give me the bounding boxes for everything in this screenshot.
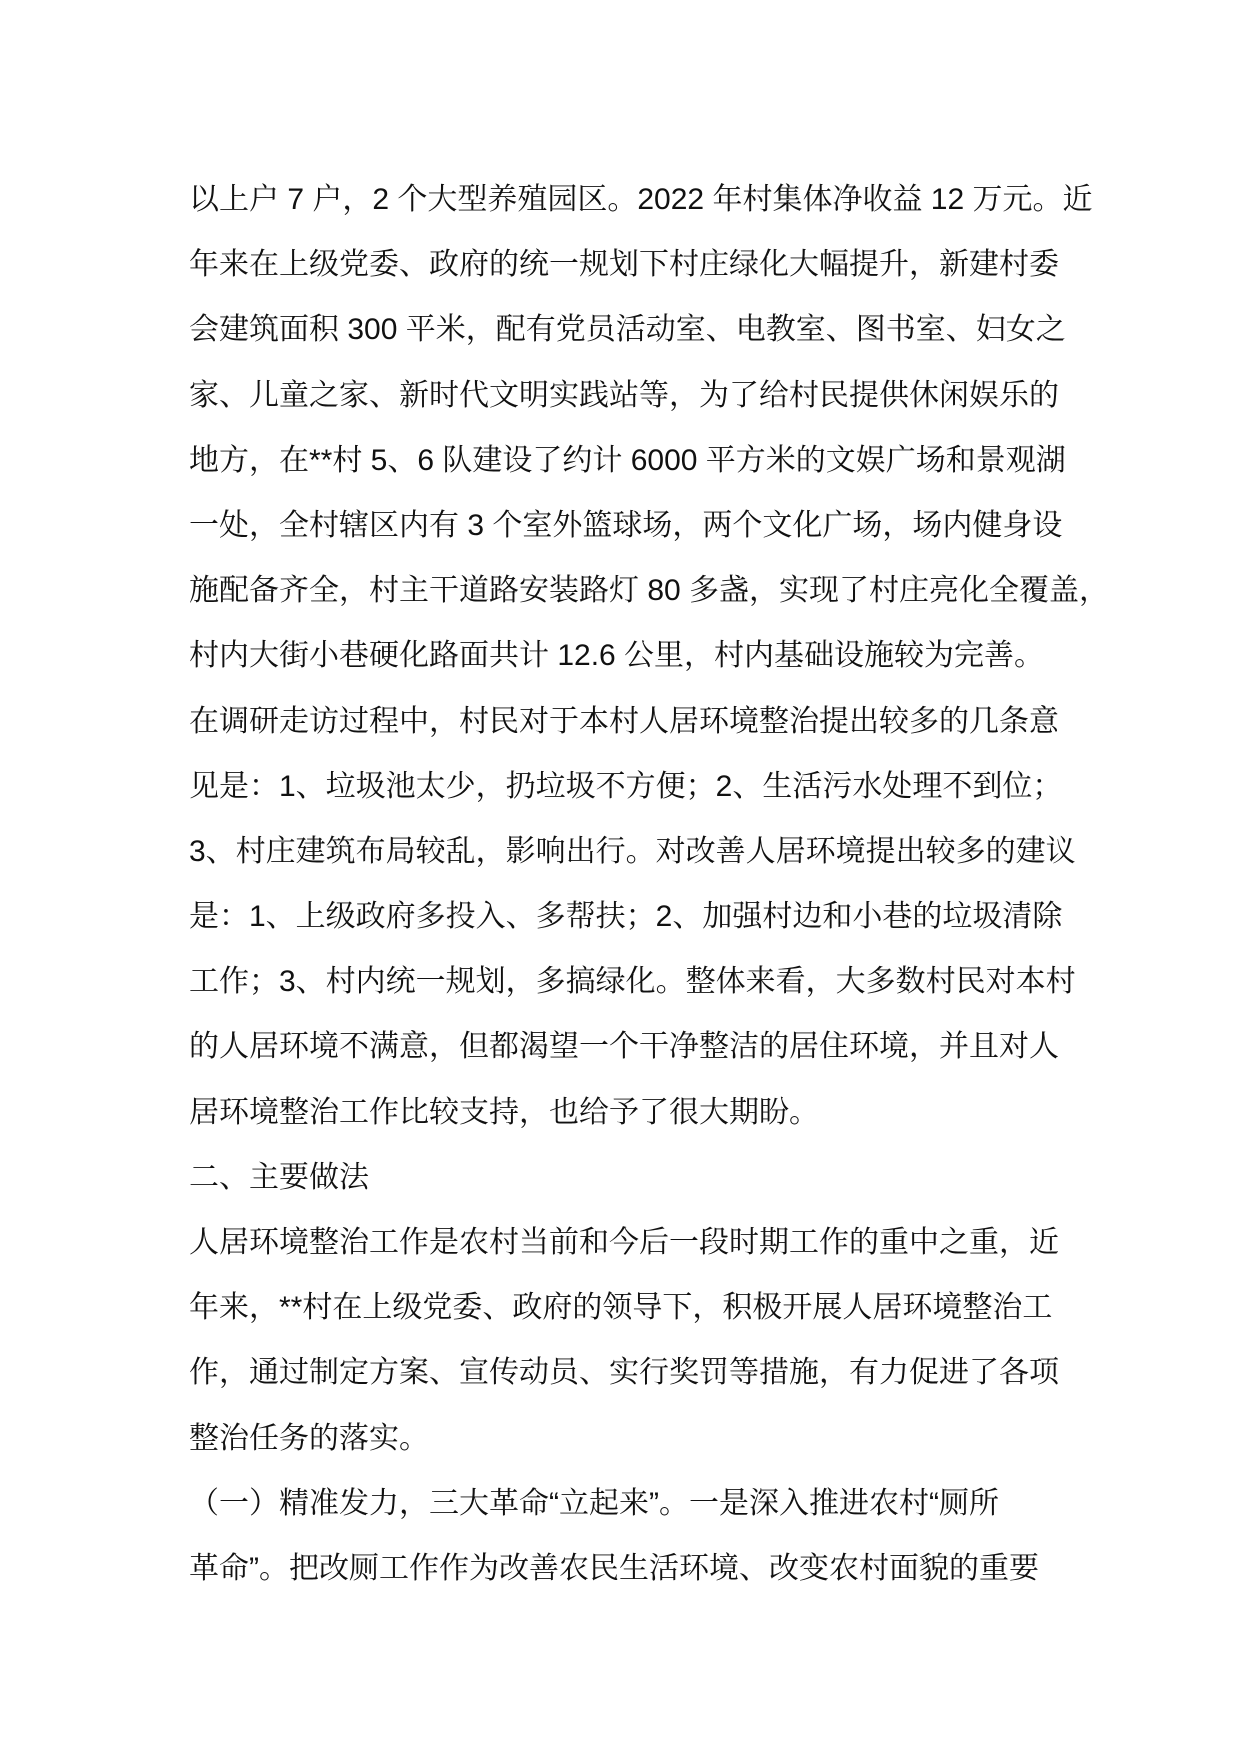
paragraph-line: 会建筑面积 300 平米，配有党员活动室、电教室、图书室、妇女之 [189, 313, 1066, 347]
paragraph [189, 1210, 1189, 1471]
paragraph [189, 167, 1189, 689]
paragraph-line: 居环境整治工作比较支持，也给予了很大期盼。 [189, 1095, 819, 1129]
paragraph-line: 革命”。把改厕工作作为改善农民生活环境、改变农村面貌的重要 [189, 1551, 1039, 1585]
paragraph [189, 689, 1189, 1145]
section-heading-block [189, 1145, 1189, 1210]
paragraph-line: 工作；3、村内统一规划，多搞绿化。整体来看，大多数村民对本村 [189, 965, 1076, 999]
paragraph-line: 年来在上级党委、政府的统一规划下村庄绿化大幅提升，新建村委 [189, 248, 1059, 282]
section-heading: 二、主要做法 [189, 1160, 369, 1194]
paragraph-line: 家、儿童之家、新时代文明实践站等，为了给村民提供休闲娱乐的 [189, 378, 1059, 412]
paragraph-line: 在调研走访过程中，村民对于本村人居环境整治提出较多的几条意 [189, 704, 1059, 738]
paragraph-line: （一）精准发力，三大革命“立起来”。一是深入推进农村“厕所 [189, 1486, 999, 1520]
paragraph-line: 一处，全村辖区内有 3 个室外篮球场，两个文化广场，场内健身设 [189, 508, 1063, 542]
paragraph-line: 人居环境整治工作是农村当前和今后一段时期工作的重中之重，近 [189, 1226, 1059, 1259]
paragraph-line: 年来，**村在上级党委、政府的领导下，积极开展人居环境整治工 [189, 1291, 1053, 1325]
paragraph-line: 整治任务的落实。 [189, 1421, 429, 1455]
paragraph-line: 的人居环境不满意，但都渴望一个干净整洁的居住环境，并且对人 [189, 1030, 1059, 1064]
paragraph-line: 3、村庄建筑布局较乱，影响出行。对改善人居环境提出较多的建议 [189, 834, 1076, 868]
paragraph-line: 施配备齐全，村主干道路安装路灯 80 多盏，实现了村庄亮化全覆盖， [189, 574, 1110, 608]
paragraph-line: 村内大街小巷硬化路面共计 12.6 公里，村内基础设施较为完善。 [189, 639, 1045, 673]
paragraph-line: 以上户 7 户，2 个大型养殖园区。2022 年村集体净收益 12 万元。近 [189, 183, 1093, 216]
document-body [189, 167, 1189, 1601]
paragraph-line: 作，通过制定方案、宣传动员、实行奖罚等措施，有力促进了各项 [189, 1356, 1059, 1390]
paragraph [189, 1471, 1189, 1601]
paragraph-line: 见是：1、垃圾池太少，扔垃圾不方便；2、生活污水处理不到位； [189, 769, 1063, 803]
paragraph-line: 地方，在**村 5、6 队建设了约计 6000 平方米的文娱广场和景观湖 [189, 443, 1066, 477]
paragraph-line: 是：1、上级政府多投入、多帮扶；2、加强村边和小巷的垃圾清除 [189, 900, 1063, 934]
